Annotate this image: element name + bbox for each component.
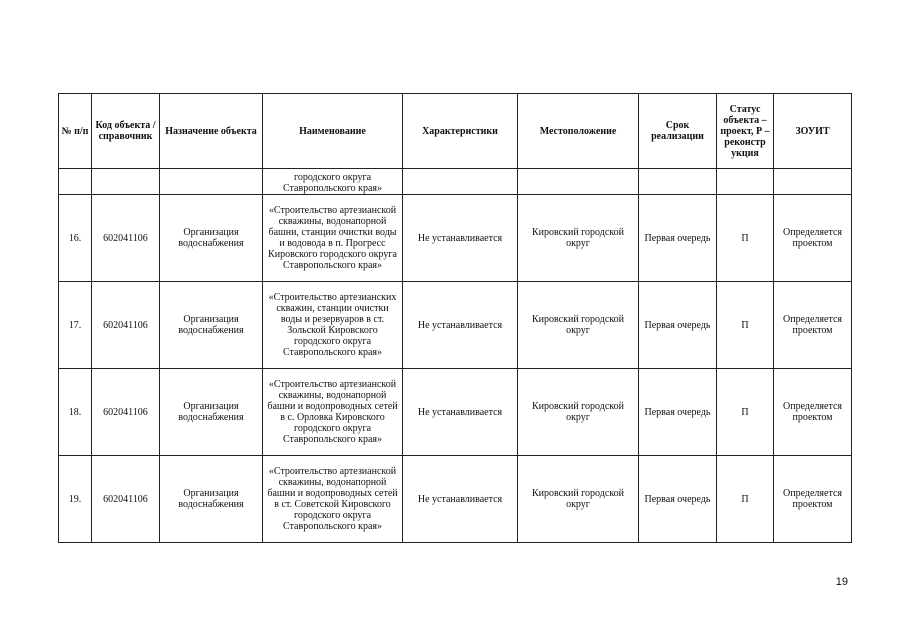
- cell-location: Кировский городской округ: [518, 282, 639, 369]
- table-row: [59, 369, 852, 456]
- cell-name: «Строительство артезианской скважины, водонапорной башни, станции очистки воды и водовода в п. Прогресс Кировского городского округа Ставропольского края»: [263, 195, 403, 282]
- cell-code: 602041106: [92, 369, 160, 456]
- cell-status: П: [717, 369, 774, 456]
- header-characteristics: Характеристики: [403, 94, 518, 169]
- page-number: 19: [835, 576, 848, 588]
- cell-characteristics: Не устанавливается: [403, 282, 518, 369]
- cell-code: [92, 169, 160, 195]
- continuation-row: [59, 169, 852, 195]
- cell-num: 16.: [59, 195, 92, 282]
- cell-name: «Строительство артезианской скважины, водонапорной башни и водопроводных сетей в ст. Советской Кировского городского округа Ставропольского края»: [263, 456, 403, 543]
- header-term: Срок реализации: [639, 94, 717, 169]
- cell-term: Первая очередь: [639, 369, 717, 456]
- cell-num: 17.: [59, 282, 92, 369]
- projects-table: [58, 93, 852, 543]
- header-code: Код объекта / справочник: [92, 94, 160, 169]
- cell-name: «Строительство артезианских скважин, станции очистки воды и резервуаров в ст. Зольской Кировского городского округа Ставропольского края»: [263, 282, 403, 369]
- cell-status: П: [717, 282, 774, 369]
- cell-zone: Определяется проектом: [774, 456, 852, 543]
- cell-purpose: Организация водоснабжения: [160, 282, 263, 369]
- cell-term: Первая очередь: [639, 456, 717, 543]
- cell-status: П: [717, 456, 774, 543]
- cell-location: Кировский городской округ: [518, 195, 639, 282]
- cell-term: Первая очередь: [639, 282, 717, 369]
- cell-characteristics: Не устанавливается: [403, 369, 518, 456]
- cell-characteristics: [403, 169, 518, 195]
- table-header-row: [59, 94, 852, 169]
- cell-location: [518, 169, 639, 195]
- cell-status: П: [717, 195, 774, 282]
- cell-name: «Строительство артезианской скважины, водонапорной башни и водопроводных сетей в с. Орловка Кировского городского округа Ставропольского края»: [263, 369, 403, 456]
- table-row: [59, 282, 852, 369]
- cell-num: 18.: [59, 369, 92, 456]
- header-num: № п/п: [59, 94, 92, 169]
- cell-zone: Определяется проектом: [774, 369, 852, 456]
- cell-name: городского округа Ставропольского края»: [263, 169, 403, 195]
- cell-characteristics: Не устанавливается: [403, 456, 518, 543]
- cell-location: Кировский городской округ: [518, 456, 639, 543]
- cell-purpose: Организация водоснабжения: [160, 456, 263, 543]
- cell-characteristics: Не устанавливается: [403, 195, 518, 282]
- cell-purpose: [160, 169, 263, 195]
- cell-purpose: Организация водоснабжения: [160, 195, 263, 282]
- cell-num: 19.: [59, 456, 92, 543]
- header-status: Статус объекта – проект, Р – реконстр укция: [717, 94, 774, 169]
- cell-zone: [774, 169, 852, 195]
- table-row: [59, 195, 852, 282]
- cell-location: Кировский городской округ: [518, 369, 639, 456]
- cell-num: [59, 169, 92, 195]
- table-row: [59, 456, 852, 543]
- cell-purpose: Организация водоснабжения: [160, 369, 263, 456]
- header-purpose: Назначение объекта: [160, 94, 263, 169]
- header-location: Местоположение: [518, 94, 639, 169]
- cell-status: [717, 169, 774, 195]
- cell-term: Первая очередь: [639, 195, 717, 282]
- cell-zone: Определяется проектом: [774, 195, 852, 282]
- header-zone: ЗОУИТ: [774, 94, 852, 169]
- cell-code: 602041106: [92, 195, 160, 282]
- cell-code: 602041106: [92, 282, 160, 369]
- cell-term: [639, 169, 717, 195]
- cell-code: 602041106: [92, 456, 160, 543]
- header-name: Наименование: [263, 94, 403, 169]
- cell-zone: Определяется проектом: [774, 282, 852, 369]
